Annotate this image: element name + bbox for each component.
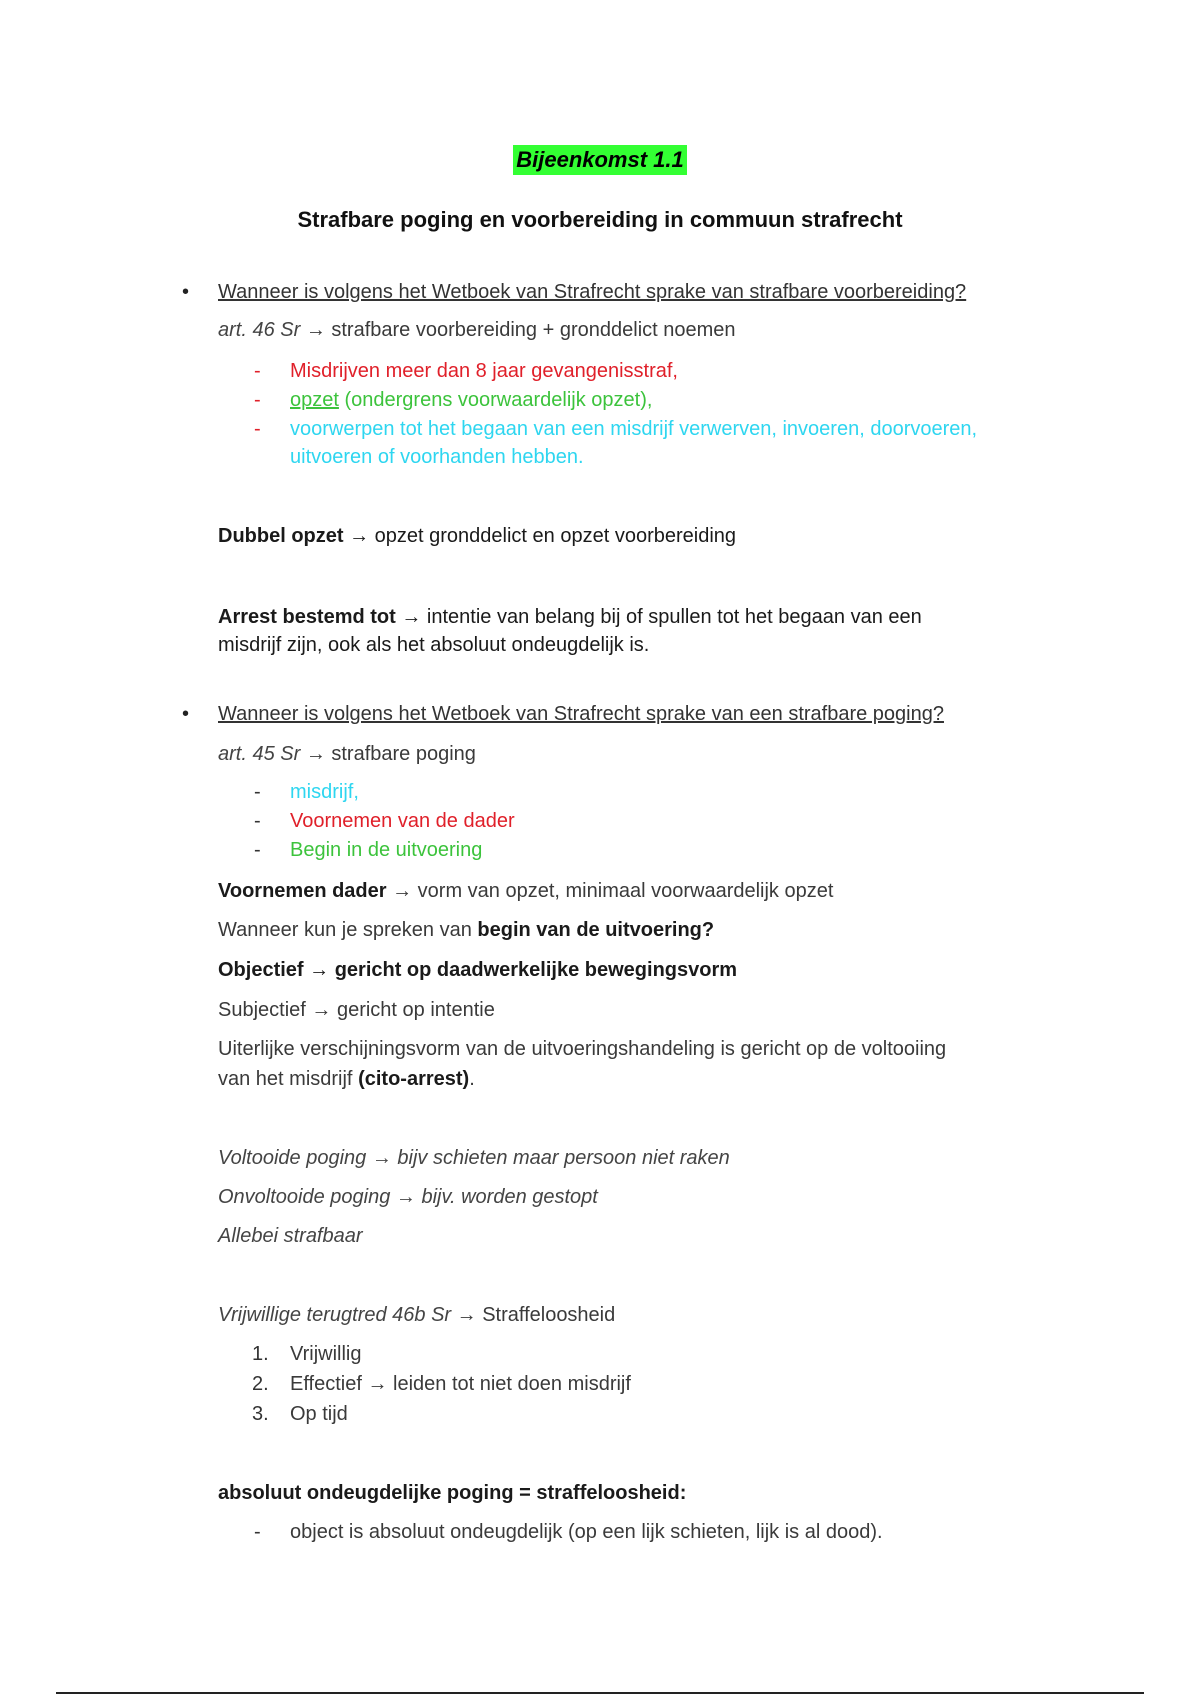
wanneer-text: Wanneer kun je spreken van (218, 919, 478, 941)
dubbel-opzet-line (218, 522, 736, 550)
dash-2: - (254, 389, 261, 411)
list-item-1: Vrijwillig (290, 1343, 362, 1365)
arrest-line-1 (218, 603, 922, 631)
uiterlijk-text: van het misdrijf (218, 1068, 359, 1090)
bullet-2: • (182, 703, 190, 725)
vrijwillig-line (218, 1301, 615, 1329)
dash-1: - (254, 360, 261, 382)
arrest-text-1: → intentie van belang bij of spullen tot het begaan van een (395, 606, 922, 628)
dash-5: - (254, 810, 261, 832)
attempt-item-2: Voornemen van de dader (290, 810, 515, 832)
prep-item-2 (290, 386, 652, 414)
attempt-item-3: Begin in de uitvoering (290, 839, 483, 861)
subjectief-line: Subjectief → gericht op intentie (218, 999, 495, 1021)
voornemen-text: → vorm van opzet, minimaal voorwaardelijk opzet (386, 880, 834, 902)
art45-line (218, 740, 476, 768)
prep-item-3-line2: uitvoeren of voorhanden hebben. (290, 446, 584, 468)
bullet-1: • (182, 281, 190, 303)
onvoltooide-line: Onvoltooide poging → bijv. worden gestopt (218, 1186, 598, 1208)
question-preparation: Wanneer is volgens het Wetboek van Strafrecht sprake van strafbare voorbereiding? (218, 281, 967, 303)
footer-rule (56, 1692, 1144, 1694)
art46-ref: art. 46 Sr (218, 319, 301, 341)
wanneer-bold: begin van de uitvoering? (477, 919, 715, 941)
absoluut-label: absoluut ondeugdelijke poging = straffeloosheid: (218, 1482, 687, 1504)
dash-6: - (254, 839, 261, 861)
art46-text: → strafbare voorbereiding + gronddelict noemen (300, 319, 736, 341)
voornemen-label: Voornemen dader (218, 880, 387, 902)
prep-item-3-line1: voorwerpen tot het begaan van een misdrijf verwerven, invoeren, doorvoeren, (290, 418, 978, 440)
attempt-item-1: misdrijf, (290, 781, 359, 803)
list-number-1: 1. (252, 1343, 269, 1365)
list-item-2: Effectief → leiden tot niet doen misdrijf (290, 1373, 631, 1395)
prep-item-2-rest: (ondergrens voorwaardelijk opzet), (338, 389, 653, 411)
arrest-label: Arrest bestemd tot (218, 606, 396, 628)
opzet-link: opzet (290, 389, 339, 411)
dubbel-opzet-label: Dubbel opzet (218, 525, 344, 547)
cito-arrest: (cito-arrest) (358, 1068, 470, 1090)
list-number-3: 3. (252, 1403, 269, 1425)
list-number-2: 2. (252, 1373, 269, 1395)
vrijwillig-label: Vrijwillige terugtred 46b Sr (218, 1304, 452, 1326)
title-wrap (0, 145, 1200, 175)
uiterlijk-line-2 (218, 1065, 475, 1093)
voornemen-line (218, 877, 833, 905)
vrijwillig-text: → Straffeloosheid (451, 1304, 616, 1326)
question-attempt: Wanneer is volgens het Wetboek van Strafrecht sprake van een strafbare poging? (218, 703, 944, 725)
voltooide-line: Voltooide poging → bijv schieten maar persoon niet raken (218, 1147, 730, 1169)
objectief-label: Objectief (218, 959, 304, 981)
dash-4: - (254, 781, 261, 803)
art45-ref: art. 45 Sr (218, 743, 301, 765)
allebei-line: Allebei strafbaar (218, 1225, 363, 1247)
arrest-line-2: misdrijf zijn, ook als het absoluut ondeugdelijk is. (218, 634, 650, 656)
wanneer-line (218, 916, 714, 944)
list-item-3: Op tijd (290, 1403, 348, 1425)
dubbel-opzet-text: → opzet gronddelict en opzet voorbereiding (343, 525, 737, 547)
prep-item-1: Misdrijven meer dan 8 jaar gevangenisstraf, (290, 360, 678, 382)
art46-line (218, 316, 736, 344)
objectief-text: → gericht op daadwerkelijke bewegingsvorm (303, 959, 738, 981)
dash-3: - (254, 418, 261, 440)
uiterlijk-line-1: Uiterlijke verschijningsvorm van de uitvoeringshandeling is gericht op de voltooiing (218, 1038, 947, 1060)
absoluut-item: object is absoluut ondeugdelijk (op een lijk schieten, lijk is al dood). (290, 1521, 883, 1543)
page-title: Bijeenkomst 1.1 (513, 145, 687, 175)
objectief-line (218, 956, 737, 984)
dash-7: - (254, 1521, 261, 1543)
uiterlijk-end: . (469, 1068, 475, 1090)
page-subtitle: Strafbare poging en voorbereiding in commuun strafrecht (297, 207, 903, 232)
art45-text: → strafbare poging (300, 743, 476, 765)
